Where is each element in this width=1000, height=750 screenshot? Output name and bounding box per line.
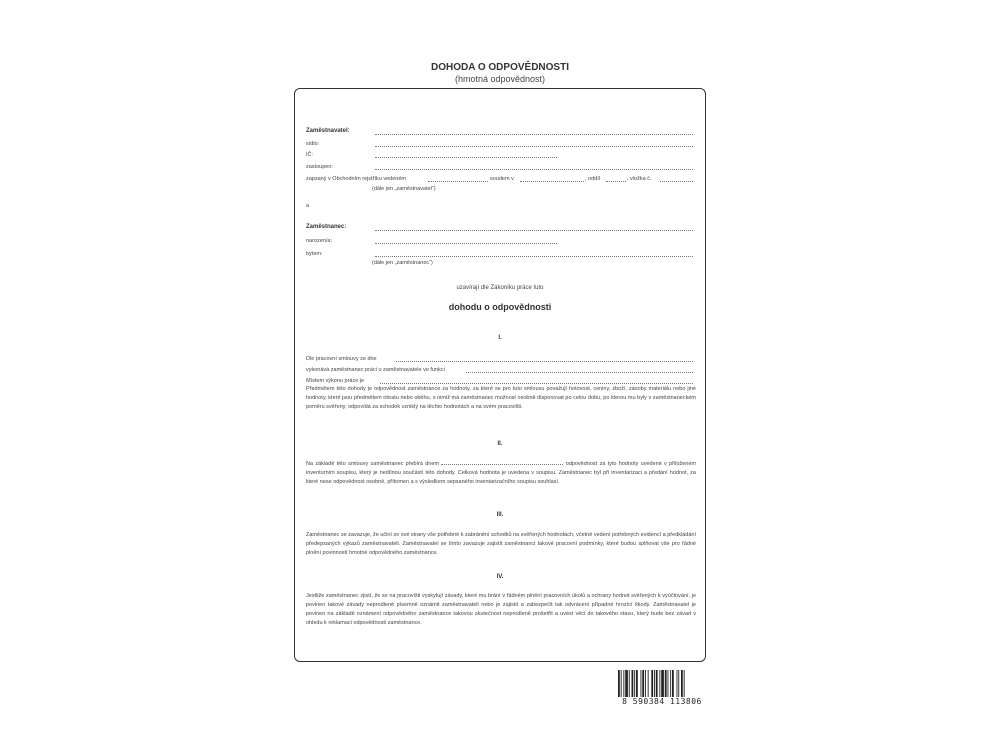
employee-name-field[interactable] [375,230,693,231]
employee-label: Zaměstnanec: [306,224,347,230]
employee-born-label: narozen/a: [306,238,332,244]
contract-date-field[interactable] [396,361,693,362]
registry-insert-label: , vložka č. [627,176,652,182]
registry-label: zapsaný v Obchodním rejstříku vedeném [306,176,406,182]
registry-court-field[interactable] [428,181,488,182]
employer-seat-label: sídlo: [306,141,320,147]
employee-born-field[interactable] [375,243,557,244]
and-label: a [306,203,310,209]
employer-ic-field[interactable] [375,157,557,158]
registry-city-field[interactable] [520,181,584,182]
agreement-heading: dohodu o odpovědnosti [448,302,552,312]
section-3-number: III. [496,512,504,518]
registry-court-label: soudem v [490,176,514,182]
section-2-text [306,459,696,487]
employer-represented-label: zastoupen: [306,164,333,170]
section-2-number: II. [497,441,503,447]
section-2-text-a: Na základě této smlouvy zaměstnanec přebírá dnem [306,461,440,467]
position-field[interactable] [466,372,693,373]
employer-represented-field[interactable] [375,169,693,170]
workplace-label: Místem výkonu práce je [306,378,365,384]
handover-date-field[interactable] [441,459,563,465]
contract-date-label: Dle pracovní smlouvy ze dne [306,356,377,362]
section-4-number: IV. [496,574,504,580]
employer-seat-field[interactable] [375,146,693,147]
section-1-number: I. [498,335,502,341]
employer-alias: (dále jen „zaměstnavatel“) [372,186,436,192]
barcode-number: 8 590384 113806 [612,697,712,706]
section-1-text: Předmětem této dohody je odpovědnost zaměstnance za hodnoty, za které se pro tuto smlouvu považují hotovost, ceniny, zboží, zásoby materiálu nebo jiné hodnoty, které jsou předmětem obratu nebo oběhu, s nimiž má zaměstnanec možnost osobně disponovat po celou dobu, po kterou mu byly v zaměstnaneckém poměru svěřeny, odpovídá za schodek vzniklý na těchto hodnotách a na svém pracovišti. [306,386,696,410]
employer-label: Zaměstnavatel: [306,128,350,134]
registry-section-field[interactable] [606,181,626,182]
document-subtitle: (hmotná odpovědnost) [454,74,546,84]
document-title: DOHODA O ODPOVĚDNOSTI [431,62,569,73]
registry-insert-field[interactable] [660,181,693,182]
employee-residing-label: bytem: [306,251,323,257]
position-label: vykonává zaměstnanec práci u zaměstnavatele ve funkci [306,367,445,373]
registry-section-label: , oddíl [585,176,600,182]
section-3-text: Zaměstnanec se zavazuje, že učiní ze své strany vše potřebné k zabránění schodků na svěřených hodnotách, včetně vedení potřebných evidencí a předkládání předepsaných výkazů zaměstnavateli. Zaměstnavatel se tímto zavazuje zajistit zaměstnanci takové pracovní podmínky, které budou splňovat vše pro řádné plnění povinností hmotné odpovědného zaměstnance. [306,532,696,556]
employee-alias: (dále jen „zaměstnanec“) [372,260,433,266]
section-2-text-b: odpovědnost za tyto hodnoty uvedené v přiloženém inventurním soupisu, který je nedílnou součástí této dohody. Celková hodnota je uvedena v soupisu. Zaměstnanec byl při inventarizaci a předání hodnot, za které nese odpovědnost osobně, přítomen a s výsledkem sepsaného inventarizačního soupisu souhlasí. [306,461,697,485]
intro-text: uzavírají dle Zákoníku práce tuto [456,285,544,291]
employer-ic-label: IČ: [306,152,314,158]
employee-residing-field[interactable] [375,256,693,257]
employer-name-field[interactable] [375,134,693,135]
workplace-field[interactable] [380,383,693,384]
section-4-text: Jestliže zaměstnanec zjistí, že se na pracovišti vyskytují závady, které mu brání v řádném plnění pracovních úkolů a ochrany hodnot svěřených k vyúčtování, je povinen takové závady neprodleně písemně oznámit zaměstnavateli nebo je zajistit a zabezpečit tak odvrácení případné hrozící škody. Zaměstnavatel je povinen na základě oznámení odpovědného zaměstnance takovou skutečnost neprodleně prošetřit a uvést věci do takového stavu, který bude bez závad v ohledu k reklamaci odpovědnosti zaměstnance. [306,593,696,626]
